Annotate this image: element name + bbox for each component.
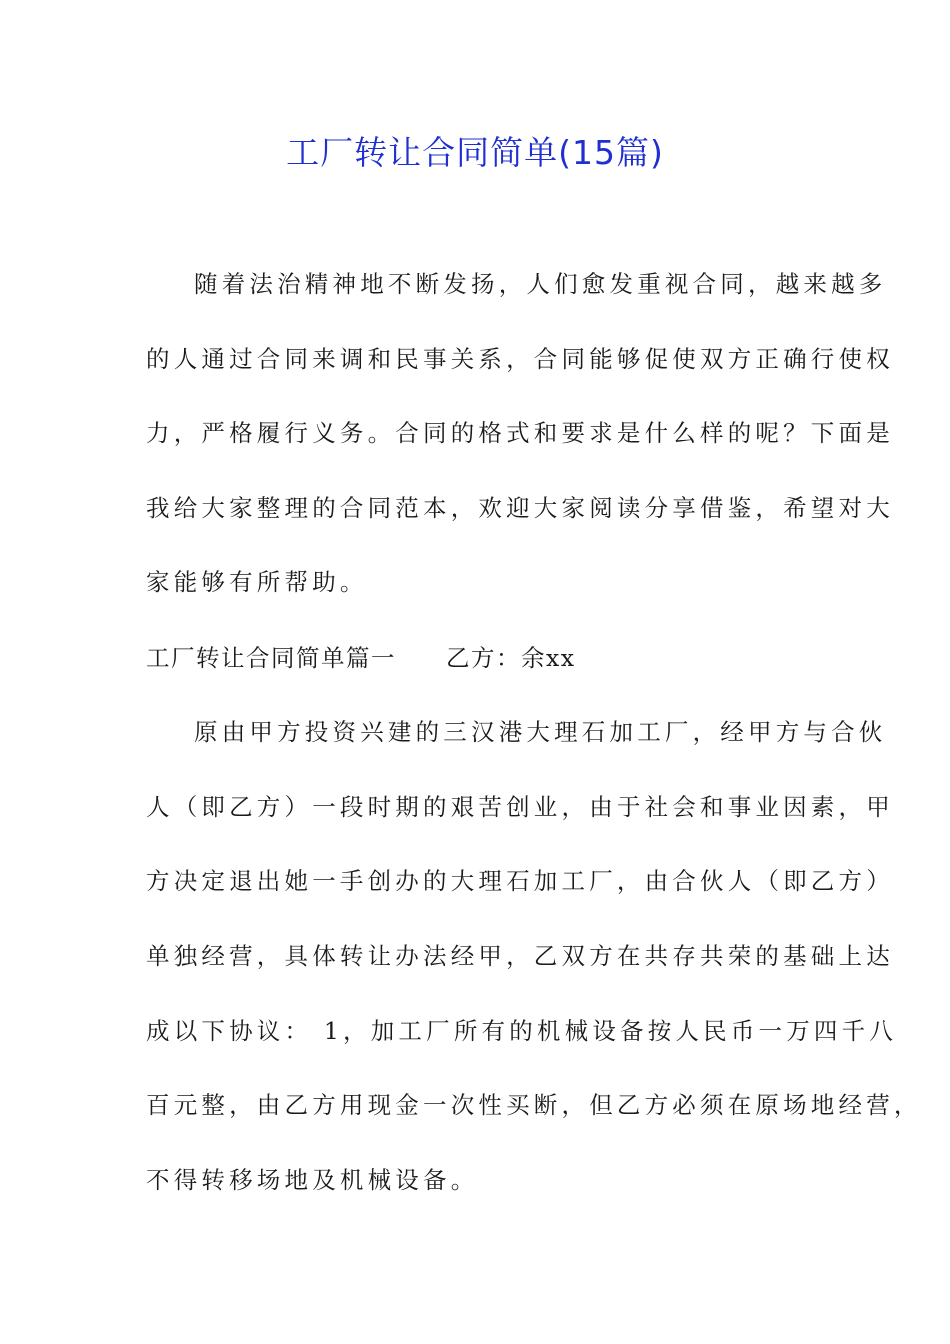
- body-line-1: 原由甲方投资兴建的三汉港大理石加工厂，经甲方与合伙: [194, 718, 887, 746]
- body-line-5: 成以下协议： 1，加工厂所有的机械设备按人民币一万四千八: [146, 1017, 898, 1045]
- section-heading: 工厂转让合同简单篇一: [146, 644, 396, 672]
- intro-line-5: 家能够有所帮助。: [146, 568, 368, 596]
- intro-line-2: 的人通过合同来调和民事关系，合同能够促使双方正确行使权: [146, 345, 894, 373]
- body-line-4: 单独经营，具体转让办法经甲，乙双方在共存共荣的基础上达: [146, 942, 894, 970]
- party-b-label: 乙方：余xx: [446, 644, 576, 672]
- intro-line-1: 随着法治精神地不断发扬，人们愈发重视合同，越来越多: [194, 270, 887, 298]
- section-heading-row: [146, 641, 576, 675]
- body-line-2: 人（即乙方）一段时期的艰苦创业，由于社会和事业因素，甲: [146, 793, 894, 821]
- body-line-6: 百元整，由乙方用现金一次性买断，但乙方必须在原场地经营，: [146, 1091, 922, 1119]
- intro-line-3: 力，严格履行义务。合同的格式和要求是什么样的呢？下面是: [146, 419, 894, 447]
- document-title: 工厂转让合同简单(15篇): [286, 133, 664, 172]
- body-line-3: 方决定退出她一手创办的大理石加工厂，由合伙人（即乙方）: [146, 867, 894, 895]
- intro-line-4: 我给大家整理的合同范本，欢迎大家阅读分享借鉴，希望对大: [146, 494, 894, 522]
- body-line-7: 不得转移场地及机械设备。: [146, 1166, 479, 1194]
